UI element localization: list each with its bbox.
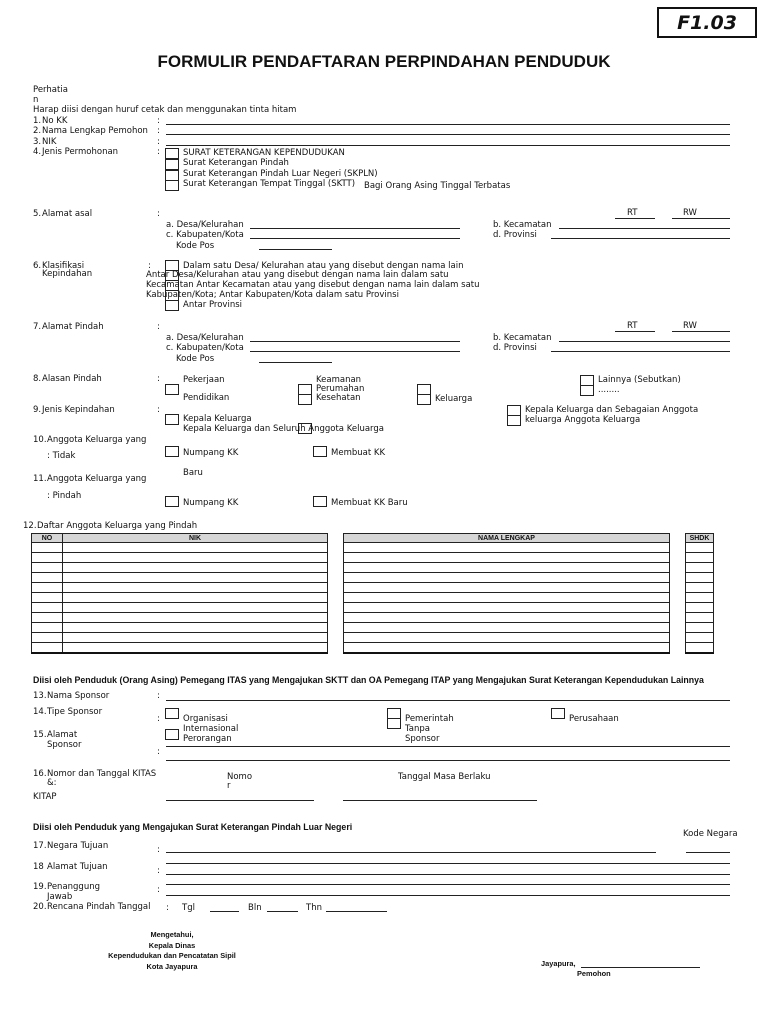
f6-num: 6. xyxy=(33,261,42,271)
f7-kec-field[interactable] xyxy=(559,341,730,342)
f20-bln: Bln xyxy=(248,903,262,913)
f19-colon: : xyxy=(157,885,160,895)
f14-org-1: Organisasi xyxy=(183,714,228,724)
alamat-tujuan-field-2[interactable] xyxy=(166,874,730,875)
f9-opt-3a: Kepala Keluarga dan Sebagaian Anggota xyxy=(525,405,699,415)
f6-line-2: Antar Desa/Kelurahan atau yang disebut dengan nama lain dalam satu xyxy=(146,270,449,280)
f4-checkbox-2[interactable] xyxy=(165,159,179,170)
table-row xyxy=(32,573,328,583)
f7-rw-label: RW xyxy=(683,321,697,331)
f7-prov-field[interactable] xyxy=(551,351,730,352)
f11-label: Anggota Keluarga yang xyxy=(47,474,147,484)
f9-checkbox-4[interactable] xyxy=(507,415,521,426)
attention-label-1: Perhatia xyxy=(33,85,68,95)
f10-checkbox-numpang[interactable] xyxy=(165,446,179,457)
f5-rw-field[interactable] xyxy=(672,218,730,219)
f2-label: Nama Lengkap Pemohon xyxy=(42,126,148,136)
f4-option-1: SURAT KETERANGAN KEPENDUDUKAN xyxy=(183,148,345,158)
f8-keamanan: Keamanan xyxy=(316,375,362,385)
kode-negara-field[interactable] xyxy=(686,852,730,853)
f12-label: Daftar Anggota Keluarga yang Pindah xyxy=(37,521,198,531)
table-row xyxy=(686,603,714,613)
f14-perorangan: Perorangan xyxy=(183,734,232,744)
f17-num: 17. xyxy=(33,841,47,851)
table-row xyxy=(686,623,714,633)
sign-date-field[interactable] xyxy=(581,967,700,968)
sign-left-3: Kependudukan dan Pencatatan Sipil xyxy=(108,951,236,960)
alamat-sponsor-field-1[interactable] xyxy=(166,746,730,747)
f5-kec-label: b. Kecamatan xyxy=(493,220,552,230)
f5-kodepos-label: Kode Pos xyxy=(176,241,215,251)
f16-num: 16. xyxy=(33,769,47,779)
section-b-heading: Diisi oleh Penduduk yang Mengajukan Surat Keterangan Pindah Luar Negeri xyxy=(33,822,353,832)
f20-label: Rencana Pindah Tanggal xyxy=(47,902,151,912)
f7-desa-label: a. Desa/Kelurahan xyxy=(166,333,244,343)
f3-colon: : xyxy=(157,137,160,147)
f13-colon: : xyxy=(157,691,160,701)
f18-label: Alamat Tujuan xyxy=(47,862,108,872)
f20-colon: : xyxy=(166,903,169,913)
f10-opt-1: Numpang KK xyxy=(183,448,239,458)
table-row xyxy=(344,593,670,603)
f1-colon: : xyxy=(157,116,160,126)
f16-nomor-2: r xyxy=(227,781,231,791)
table-row xyxy=(686,613,714,623)
section-a-heading: Diisi oleh Penduduk (Orang Asing) Pemegang ITAS yang Mengajukan SKTT dan OA Pemegang ITAP yang Mengajukan Surat Keterangan Kependudukan Lainnya xyxy=(33,675,704,685)
f7-label: Alamat Pindah xyxy=(42,322,104,332)
f9-checkbox-1[interactable] xyxy=(165,414,179,425)
sign-left-4: Kota Jayapura xyxy=(146,962,198,971)
header-nik: NIK xyxy=(63,534,328,543)
f10-sub: : Tidak xyxy=(47,451,76,461)
kitas-nomor-field[interactable] xyxy=(166,800,314,801)
f4-label: Jenis Permohonan xyxy=(42,147,119,157)
f14-perusahaan: Perusahaan xyxy=(569,714,619,724)
tgl-field[interactable] xyxy=(210,911,239,912)
f1-label: No KK xyxy=(42,116,68,126)
table-row xyxy=(344,603,670,613)
sign-right-city: Jayapura, xyxy=(541,959,576,968)
f4-note: Bagi Orang Asing Tinggal Terbatas xyxy=(364,181,511,191)
f5-rt-label: RT xyxy=(627,208,638,218)
f5-desa-label: a. Desa/Kelurahan xyxy=(166,220,244,230)
f11-opt-2: Membuat KK Baru xyxy=(331,498,408,508)
table-row xyxy=(344,623,670,633)
f4-colon: : xyxy=(157,147,160,157)
sign-left-1: Mengetahui, xyxy=(150,930,194,939)
f14-checkbox-perorangan[interactable] xyxy=(165,729,179,740)
f5-colon: : xyxy=(157,209,160,219)
f19-label-1: Penanggung xyxy=(47,882,100,892)
table-row xyxy=(344,543,670,553)
f11-sub: : Pindah xyxy=(47,491,82,501)
f4-checkbox-1[interactable] xyxy=(165,148,179,159)
f11-checkbox-numpang[interactable] xyxy=(165,496,179,507)
f7-kab-field[interactable] xyxy=(250,351,460,352)
kode-negara-label: Kode Negara xyxy=(683,829,738,839)
f14-checkbox-tanpa[interactable] xyxy=(387,718,401,729)
header-shdk: SHDK xyxy=(686,534,714,543)
f15-label-2: Sponsor xyxy=(47,740,82,750)
f11-num: 11. xyxy=(33,474,47,484)
f14-checkbox-organisasi[interactable] xyxy=(165,708,179,719)
f11-checkbox-membuat[interactable] xyxy=(313,496,327,507)
table-row xyxy=(344,553,670,563)
nama-pemohon-field[interactable] xyxy=(166,134,730,135)
thn-field[interactable] xyxy=(326,911,387,912)
f9-colon: : xyxy=(157,405,160,415)
f6-label-1: Klasifikasi xyxy=(42,261,85,271)
f4-option-4: Surat Keterangan Tempat Tinggal (SKTT) xyxy=(183,179,356,189)
f18-num: 18 xyxy=(33,862,44,872)
f4-option-2: Surat Keterangan Pindah xyxy=(183,158,289,168)
f8-kesehatan: Kesehatan xyxy=(316,393,361,403)
table-row xyxy=(344,633,670,643)
f5-kec-field[interactable] xyxy=(559,228,730,229)
table-row xyxy=(32,593,328,603)
attention-label-2: n xyxy=(33,95,39,105)
f6-line-1: Dalam satu Desa/ Kelurahan atau yang disebut dengan nama lain xyxy=(183,261,464,271)
f16-label-3: KITAP xyxy=(33,792,57,802)
f18-colon: : xyxy=(157,866,160,876)
table-row xyxy=(686,633,714,643)
f6-checkbox-5[interactable] xyxy=(165,300,179,311)
no-kk-field[interactable] xyxy=(166,124,730,125)
f6-colon: : xyxy=(148,261,151,271)
penanggung-jawab-field-1[interactable] xyxy=(166,884,730,885)
f2-num: 2. xyxy=(33,126,42,136)
table-row xyxy=(32,583,328,593)
f7-rt-field[interactable] xyxy=(615,331,655,332)
table-row xyxy=(32,553,328,563)
f2-colon: : xyxy=(157,126,160,136)
f5-kab-field[interactable] xyxy=(250,238,460,239)
f14-tanpa-2: Sponsor xyxy=(405,734,440,744)
f11-opt-1: Numpang KK xyxy=(183,498,239,508)
f5-label: Alamat asal xyxy=(42,209,93,219)
f6-label-2: Kepindahan xyxy=(42,269,93,279)
bln-field[interactable] xyxy=(267,911,298,912)
f20-num: 20. xyxy=(33,902,47,912)
f8-checkbox-pekerjaan[interactable] xyxy=(165,384,179,395)
f3-label: NIK xyxy=(42,137,57,147)
f6-line-3: Kecamatan Antar Kecamatan atau yang disebut dengan nama lain dalam satu xyxy=(146,280,480,290)
table-row xyxy=(686,543,714,553)
f1-num: 1. xyxy=(33,116,42,126)
f13-num: 13. xyxy=(33,691,47,701)
f7-desa-field[interactable] xyxy=(250,341,460,342)
f17-colon: : xyxy=(157,845,160,855)
f8-checkbox-lainnya-b[interactable] xyxy=(580,385,594,396)
f10-label: Anggota Keluarga yang xyxy=(47,435,147,445)
f16-label-2: &: xyxy=(47,778,57,788)
table-row xyxy=(32,603,328,613)
f3-num: 3. xyxy=(33,137,42,147)
sign-left-2: Kepala Dinas xyxy=(148,941,196,950)
f14-label: Tipe Sponsor xyxy=(47,707,103,717)
f14-org-2: Internasional xyxy=(183,724,239,734)
form-code: F1.03 xyxy=(657,7,757,38)
f15-colon: : xyxy=(157,747,160,757)
f8-checkbox-keluarga-b[interactable] xyxy=(417,394,431,405)
table-row xyxy=(344,643,670,654)
f8-pekerjaan: Pekerjaan xyxy=(183,375,225,385)
f7-kab-label: c. Kabupaten/Kota xyxy=(166,343,244,353)
f10-checkbox-membuat[interactable] xyxy=(313,446,327,457)
f5-rt-field[interactable] xyxy=(615,218,655,219)
f9-label: Jenis Kepindahan xyxy=(42,405,115,415)
form-title: FORMULIR PENDAFTARAN PERPINDAHAN PENDUDUK xyxy=(157,52,611,71)
attention-text: Harap diisi dengan huruf cetak dan menggunakan tinta hitam xyxy=(33,105,297,115)
header-no: NO xyxy=(32,534,63,543)
sign-right-role: Pemohon xyxy=(577,969,611,978)
table-row xyxy=(686,593,714,603)
f19-label-2: Jawab xyxy=(47,892,73,902)
f19-num: 19. xyxy=(33,882,47,892)
alamat-tujuan-field-1[interactable] xyxy=(166,863,730,864)
header-nama: NAMA LENGKAP xyxy=(344,534,670,543)
f7-kodepos-label: Kode Pos xyxy=(176,354,215,364)
f9-opt-1: Kepala Keluarga xyxy=(183,414,252,424)
f7-rw-field[interactable] xyxy=(672,331,730,332)
table-row xyxy=(344,583,670,593)
f20-thn: Thn xyxy=(306,903,322,913)
f9-num: 9. xyxy=(33,405,42,415)
f8-keluarga: Keluarga xyxy=(435,394,473,404)
members-table-name xyxy=(343,533,670,654)
f4-num: 4. xyxy=(33,147,42,157)
f16-label-1: Nomor dan Tanggal KITAS xyxy=(47,769,157,779)
f14-checkbox-perusahaan[interactable] xyxy=(551,708,565,719)
f9-opt-2: Kepala Keluarga dan Seluruh Anggota Keluarga xyxy=(183,424,385,434)
f7-prov-label: d. Provinsi xyxy=(493,343,537,353)
table-row xyxy=(686,553,714,563)
f8-pendidikan: Pendidikan xyxy=(183,393,230,403)
f15-num: 15. xyxy=(33,730,47,740)
table-row xyxy=(686,563,714,573)
f5-desa-field[interactable] xyxy=(250,228,460,229)
f8-lainnya-dots: ........ xyxy=(598,385,620,395)
f5-prov-label: d. Provinsi xyxy=(493,230,537,240)
f6-line-4: Kabupaten/Kota; Antar Kabupaten/Kota dalam satu Provinsi xyxy=(146,290,399,300)
f16-nomor-1: Nomo xyxy=(227,772,253,782)
f5-kab-label: c. Kabupaten/Kota xyxy=(166,230,244,240)
table-row xyxy=(32,633,328,643)
f7-kodepos-field[interactable] xyxy=(259,362,332,363)
f14-colon: : xyxy=(157,714,160,724)
f16-tanggal: Tanggal Masa Berlaku xyxy=(398,772,491,782)
nama-sponsor-field[interactable] xyxy=(166,700,730,701)
f7-rt-label: RT xyxy=(627,321,638,331)
table-row xyxy=(344,573,670,583)
f8-colon: : xyxy=(157,374,160,384)
members-table-shdk xyxy=(685,533,714,654)
f5-kodepos-field[interactable] xyxy=(259,249,332,250)
f5-rw-label: RW xyxy=(683,208,697,218)
table-row xyxy=(344,613,670,623)
table-row xyxy=(344,563,670,573)
nik-field[interactable] xyxy=(166,145,730,146)
f14-tanpa-1: Tanpa xyxy=(405,724,430,734)
f12-num: 12. xyxy=(23,521,37,531)
penanggung-jawab-field-2[interactable] xyxy=(166,895,730,896)
negara-tujuan-field[interactable] xyxy=(166,852,656,853)
f4-option-3: Surat Keterangan Pindah Luar Negeri (SKPLN) xyxy=(183,169,378,179)
f4-checkbox-4[interactable] xyxy=(165,180,179,191)
f7-kec-label: b. Kecamatan xyxy=(493,333,552,343)
f10-opt-2: Membuat KK xyxy=(331,448,386,458)
f15-label-1: Alamat xyxy=(47,730,78,740)
table-row xyxy=(686,573,714,583)
f14-pemerintah: Pemerintah xyxy=(405,714,454,724)
f8-checkbox-kesehatan[interactable] xyxy=(298,394,312,405)
f6-line-5: Antar Provinsi xyxy=(183,300,242,310)
table-row xyxy=(32,613,328,623)
kitas-tanggal-field[interactable] xyxy=(343,800,537,801)
f8-num: 8. xyxy=(33,374,42,384)
table-row xyxy=(32,543,328,553)
f5-prov-field[interactable] xyxy=(551,238,730,239)
f10-num: 10. xyxy=(33,435,47,445)
f9-opt-3b: keluarga Anggota Keluarga xyxy=(525,415,641,425)
table-row xyxy=(686,583,714,593)
table-row xyxy=(32,563,328,573)
f8-perumahan: Perumahan xyxy=(316,384,365,394)
alamat-sponsor-field-2[interactable] xyxy=(166,760,730,761)
f14-num: 14. xyxy=(33,707,47,717)
f7-num: 7. xyxy=(33,322,42,332)
f13-label: Nama Sponsor xyxy=(47,691,110,701)
f8-label: Alasan Pindah xyxy=(42,374,102,384)
table-row xyxy=(32,643,328,654)
members-table-left xyxy=(31,533,328,654)
f5-num: 5. xyxy=(33,209,42,219)
f8-lainnya: Lainnya (Sebutkan) xyxy=(598,375,681,385)
table-row xyxy=(686,643,714,654)
f17-label: Negara Tujuan xyxy=(47,841,109,851)
table-row xyxy=(32,623,328,633)
f20-tgl: Tgl xyxy=(182,903,195,913)
f10-baru: Baru xyxy=(183,468,203,478)
f7-colon: : xyxy=(157,322,160,332)
